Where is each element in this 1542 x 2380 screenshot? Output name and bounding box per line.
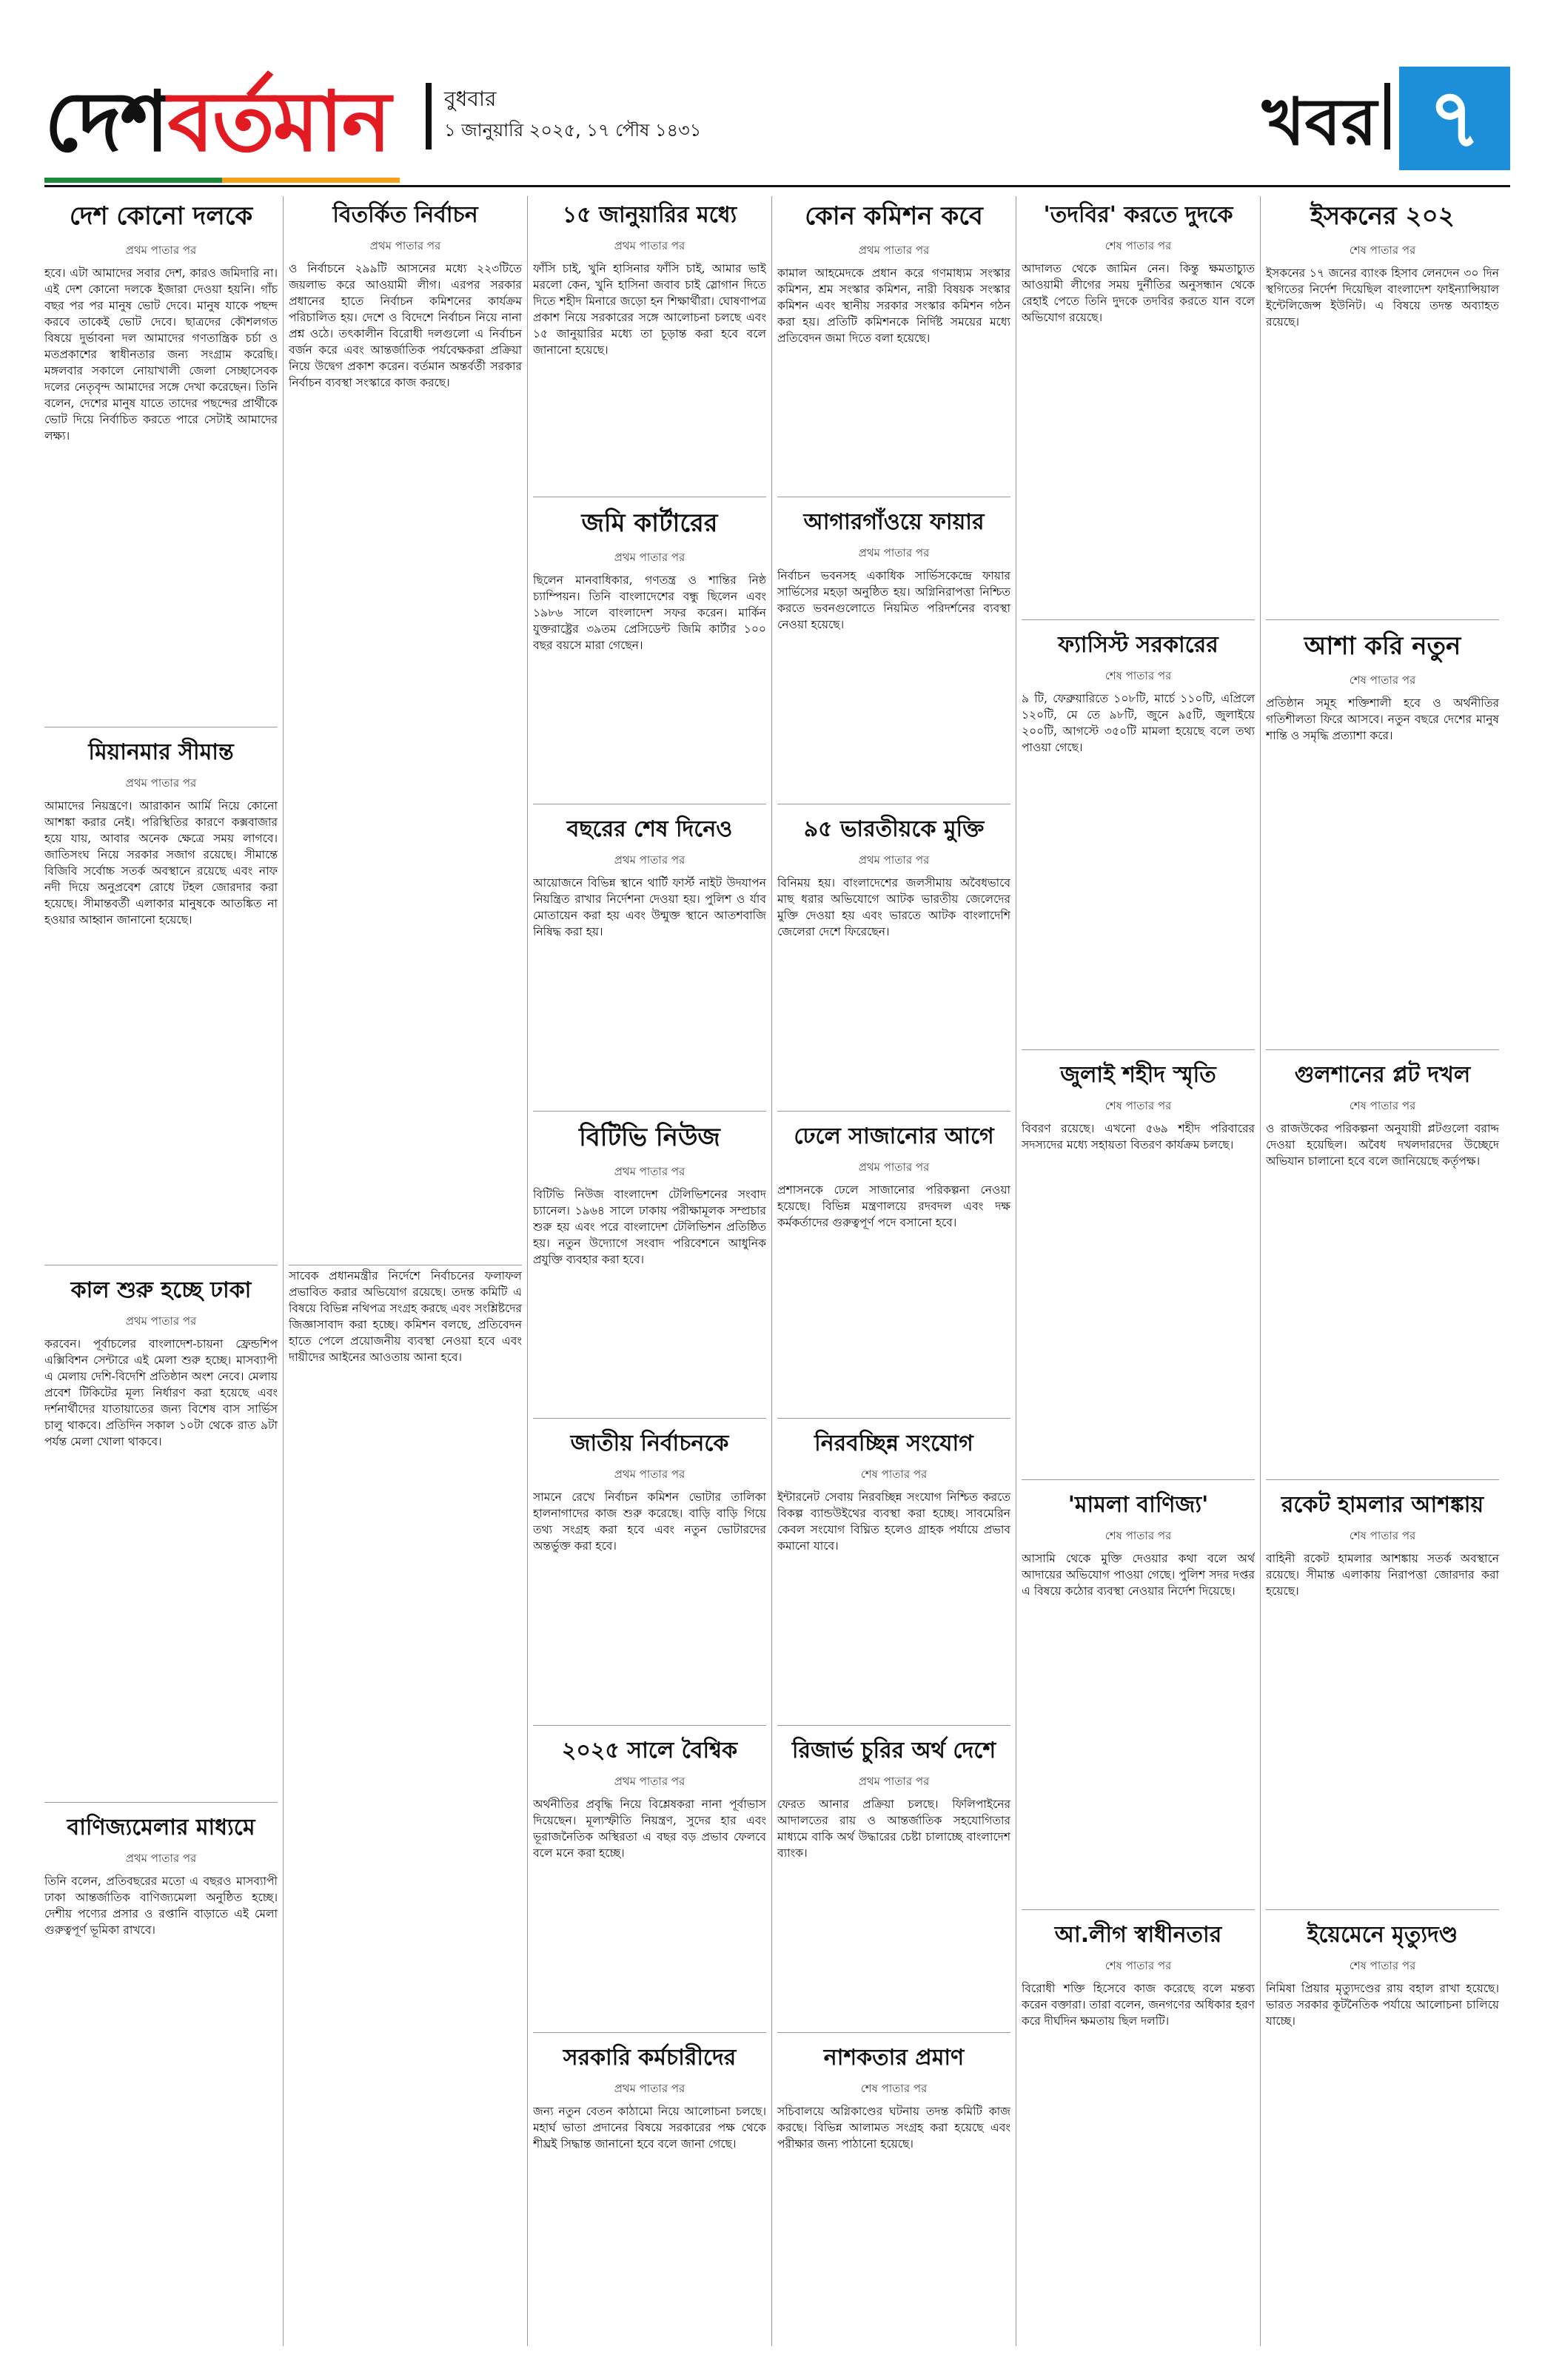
article <box>533 2035 766 2336</box>
article-divider <box>533 2032 766 2033</box>
article-body: ইসকনের ১৭ জনের ব্যাংক হিসাব লেনদেন ৩০ দিন স্থগিতের নির্দেশ দিয়েছিল বাংলাদেশ ফাইন্যান্সিয়াল ইন্টেলিজেন্স ইউনিট। এ বিষয়ে তদন্ত অব্যাহত রয়েছে। <box>1266 266 1499 329</box>
article-continued-label: শেষ পাতার পর <box>860 1468 928 1481</box>
column-divider <box>283 196 284 2346</box>
article-body: ফেরত আনার প্রক্রিয়া চলছে। ফিলিপাইনের আদালতের রায় ও আন্তর্জাতিক সহযোগিতার মাধ্যমে বাকি অর্থ উদ্ধারের চেষ্টা চালাচ্ছে বাংলাদেশ ব্যাংক। <box>777 1798 1010 1860</box>
article-body: বিবরণ রয়েছে। এখনো ৫৬৯ শহীদ পরিবারের সদস্যদের মধ্যে সহায়তা বিতরণ কার্যক্রম চলছে। <box>1022 1122 1255 1152</box>
article <box>289 192 522 1262</box>
article-divider <box>1022 1909 1255 1910</box>
article-continued-label: প্রথম পাতার পর <box>614 853 685 867</box>
article-headline[interactable]: ইয়েমেনে মৃত্যুদণ্ড <box>1307 1922 1458 1948</box>
logo-part1: দেশ <box>44 74 168 170</box>
article <box>1266 1052 1499 1476</box>
article-body: সামনে রেখে নির্বাচন কমিশন ভোটার তালিকা হালনাগাদের কাজ শুরু করেছে। বাড়ি বাড়ি গিয়ে তথ্য সংগ্রহ করা হবে এবং নতুন ভোটারদের অন্তর্ভুক্ত করা হবে। <box>533 1490 766 1553</box>
article-divider <box>44 1802 278 1803</box>
article <box>1266 192 1499 616</box>
article <box>1022 622 1255 1046</box>
masthead-day: বুধবার <box>444 87 497 111</box>
article-body: আসামি থেকে মুক্তি দেওয়ার কথা বলে অর্থ আদায়ের অভিযোগ পাওয়া গেছে। পুলিশ সদর দপ্তর এ বিষয়ে কঠোর ব্যবস্থা নেওয়ার নির্দেশ দিয়েছে। <box>1022 1552 1255 1598</box>
article-divider <box>1266 1909 1499 1910</box>
article-continued-label: শেষ পাতার পর <box>1349 1099 1416 1112</box>
column-4 <box>777 192 1010 2342</box>
article-body: ও রাজউকের পরিকল্পনা অনুযায়ী প্লটগুলো বরাদ্দ দেওয়া হয়েছিল। অবৈধ দখলদারদের উচ্ছেদে অভিযান চালানো হবে বলে জানিয়েছে কর্তৃপক্ষ। <box>1266 1122 1499 1168</box>
article-headline[interactable]: বিটিভি নিউজ <box>579 1123 720 1152</box>
column-3 <box>533 192 766 2342</box>
article-continued-label: প্রথম পাতার পর <box>858 1775 930 1788</box>
article-continued-label: শেষ পাতার পর <box>1104 1099 1172 1112</box>
article <box>1022 1482 1255 1906</box>
column-2 <box>289 192 522 2342</box>
article-body: বিরোধী শক্তি হিসেবে কাজ করেছে বলে মন্তব্য করেন বক্তারা। তারা বলেন, জনগণের অধিকার হরণ করে দীর্ঘদিন ক্ষমতায় ছিল দলটি। <box>1022 1982 1255 2028</box>
article-body: ও নির্বাচনে ২৯৯টি আসনের মধ্যে ২২৩টিতে জয়লাভ করে আওয়ামী লীগ। এরপর সরকার প্রধানের হাতে নির্বাচন কমিশনের কার্যক্রম পরিচালিত হয়। দেশে ও বিদেশে নির্বাচন নিয়ে নানা প্রশ্ন ওঠে। তৎকালীন বিরোধী দলগুলো এ নির্বাচন বর্জন করে এবং আন্তর্জাতিক পর্যবেক্ষকরা প্রক্রিয়া নিয়ে উদ্বেগ প্রকাশ করেন। বর্তমান অন্তর্বর্তী সরকার নির্বাচন ব্যবস্থা সংস্কারে কাজ করছে। <box>289 262 522 389</box>
article-body: সচিবালয়ে অগ্নিকাণ্ডের ঘটনায় তদন্ত কমিটি কাজ করছে। বিভিন্ন আলামত সংগ্রহ করা হয়েছে এবং পরীক্ষার জন্য পাঠানো হয়েছে। <box>777 2105 1010 2151</box>
article-continued-label: শেষ পাতার পর <box>860 2082 928 2095</box>
article-body: বিনিময় হয়। বাংলাদেশের জলসীমায় অবৈধভাবে মাছ ধরার অভিযোগে আটক ভারতীয় জেলেদের মুক্তি দেওয়া হয় এবং ভারতে আটক বাংলাদেশি জেলেরা দেশে ফিরেছেন। <box>777 876 1010 938</box>
article-continued-label: প্রথম পাতার পর <box>858 1160 930 1174</box>
column-6 <box>1266 192 1499 2342</box>
article-headline[interactable]: গুলশানের প্লট দখল <box>1294 1062 1471 1088</box>
article-body: প্রশাসনকে ঢেলে সাজানোর পরিকল্পনা নেওয়া হয়েছে। বিভিন্ন মন্ত্রণালয়ে রদবদল এবং দক্ষ কর্মকর্তাদের গুরুত্বপূর্ণ পদে বসানো হবে। <box>777 1183 1010 1229</box>
article-continued-label: প্রথম পাতার পর <box>369 239 441 252</box>
column-divider <box>771 196 772 2346</box>
masthead <box>44 67 1510 178</box>
article-continued-label: প্রথম পাতার পর <box>614 551 685 564</box>
article <box>44 730 278 1261</box>
article <box>777 807 1010 1108</box>
article-headline[interactable]: বিতর্কিত নির্বাচন <box>332 202 478 228</box>
article-continued-label: শেষ পাতার পর <box>1104 1959 1172 1972</box>
article-divider <box>777 1725 1010 1726</box>
article-continued-label: প্রথম পাতার পর <box>614 1165 685 1178</box>
article <box>1022 1052 1255 1476</box>
article <box>533 807 766 1108</box>
article-headline[interactable]: নাশকতার প্রমাণ <box>823 2045 965 2071</box>
article <box>1266 1912 1499 2336</box>
article-body: নিমিষা প্রিয়ার মৃত্যুদণ্ডের রায় বহাল রাখা হয়েছে। ভারত সরকার কূটনৈতিক পর্যায়ে আলোচনা চালিয়ে যাচ্ছে। <box>1266 1982 1499 2028</box>
section-title: খবর <box>1261 84 1377 160</box>
article <box>1266 1482 1499 1906</box>
article-body: ফাঁসি চাই, খুনি হাসিনার ফাঁসি চাই, আমার ভাই মরলো কেন, খুনি হাসিনা জবাব চাই স্লোগান দিতে দিতে শহীদ মিনারে জড়ো হন শিক্ষার্থীরা। ঘোষণাপত্র প্রকাশ নিয়ে সরকারের সঙ্গে আলোচনা চলছে এবং ১৫ জানুয়ারির মধ্যে তা চূড়ান্ত করা হবে বলে জানানো হয়েছে। <box>533 262 766 357</box>
article-headline[interactable]: ২০২৫ সালে বৈশ্বিক <box>561 1738 738 1764</box>
article-continued-label: শেষ পাতার পর <box>1349 1529 1416 1542</box>
article-continued-label: শেষ পাতার পর <box>1104 1529 1172 1542</box>
article-body: তিনি বলেন, প্রতিবছরের মতো এ বছরও মাসব্যাপী ঢাকা আন্তর্জাতিক বাণিজ্যমেলা অনুষ্ঠিত হচ্ছে। দেশীয় পণ্যের প্রসার ও রপ্তানি বাড়াতে এই মেলা গুরুত্বপূর্ণ ভূমিকা রাখবে। <box>44 1874 278 1937</box>
article <box>533 1728 766 2029</box>
article <box>1022 192 1255 616</box>
article-body: ছিলেন মানবাধিকার, গণতন্ত্র ও শান্তির নিষ্ঠ চ্যাম্পিয়ন। তিনি বাংলাদেশের বন্ধু ছিলেন এবং ১৯৮৬ সালে বাংলাদেশ সফর করেন। মার্কিন যুক্তরাষ্ট্রের ৩৯তম প্রেসিডেন্ট জিমি কার্টার ১০০ বছর বয়সে মারা গেছেন। <box>533 574 766 652</box>
article-body: অর্থনীতির প্রবৃদ্ধি নিয়ে বিশ্লেষকরা নানা পূর্বাভাস দিয়েছেন। মূল্যস্ফীতি নিয়ন্ত্রণ, সুদের হার এবং ভূরাজনৈতিক অস্থিরতা এ বছর বড় প্রভাব ফেলবে বলে মনে করা হচ্ছে। <box>533 1798 766 1860</box>
article-divider <box>1266 1049 1499 1050</box>
article-divider <box>1022 1049 1255 1050</box>
article-body: হবে। এটা আমাদের সবার দেশ, কারও জমিদারি না। এই দেশ কোনো দলকে ইজারা দেওয়া হয়নি। গাঁচ বছর পর পর মানুষ ভোট দেবে। মানুষ যাকে পছন্দ করবে তাকেই ভোট দেবে। ছাত্রদের কৌশলগত বিষয়ে দুর্ভাবনা দল আমাদের গণতান্ত্রিক চর্চা ও মতপ্রকাশের স্বাধীনতার জন্য সংগ্রাম করেছি। মঙ্গলবার সকালে নোয়াখালী জেলা সেচ্ছাসেবক দলের নেতৃবৃন্দ আমাদের সঙ্গে দেখা করেছেন। তিনি বলেন, দেশের মানুষ যাতে তাদের পছন্দের প্রার্থীকে ভোট দিয়ে নির্বাচিত করতে পারে সেটাই আমাদের লক্ষ্য। <box>44 266 278 443</box>
article-body: আমাদের নিয়ন্ত্রণে। আরাকান আর্মি নিয়ে কোনো আশঙ্কা করার নেই। পরিস্থিতির কারণে কক্সবাজার হয়ে যায়, আবার অনেক ক্ষেত্রে সময় লাগবে। জাতিসংঘ নিয়ে সরকার সজাগ রয়েছে। সীমান্তে বিজিবি সর্বোচ্চ সতর্ক অবস্থানে রয়েছে এবং নাফ নদী দিয়ে অনুপ্রবেশ রোধে টহল জোরদার করা হয়েছে। সীমান্তবর্তী এলাকার মানুষকে আতঙ্কিত না হওয়ার আহ্বান জানানো হয়েছে। <box>44 799 278 927</box>
article-body: আয়োজনে বিভিন্ন স্থানে থার্টি ফার্স্ট নাইট উদযাপন নিয়ন্ত্রিত রাখার নির্দেশনা দেওয়া হয়। পুলিশ ও র্যাব মোতায়েন করা হয় এবং উন্মুক্ত স্থানে আতশবাজি নিষিদ্ধ করা হয়। <box>533 876 766 938</box>
article-divider <box>533 1725 766 1726</box>
article-continued-label: প্রথম পাতার পর <box>858 853 930 867</box>
article <box>777 2035 1010 2336</box>
article-continued-label: প্রথম পাতার পর <box>614 1775 685 1788</box>
article-divider <box>1022 1479 1255 1480</box>
masthead-separator <box>426 83 432 149</box>
article-headline[interactable]: রিজার্ভ চুরির অর্থ দেশে <box>791 1738 996 1764</box>
article-continued-label: শেষ পাতার পর <box>1349 243 1416 257</box>
article-continued-label: প্রথম পাতার পর <box>614 1468 685 1481</box>
column-divider <box>1260 196 1261 2346</box>
article-divider <box>533 1111 766 1112</box>
article-divider <box>777 1111 1010 1112</box>
page-number: ৭ <box>1399 67 1510 170</box>
article-divider <box>1266 1479 1499 1480</box>
article-continued-label: প্রথম পাতার পর <box>614 239 685 252</box>
article-headline[interactable]: আ.লীগ স্বাধীনতার <box>1054 1922 1222 1948</box>
article-body: সাবেক প্রধানমন্ত্রীর নির্দেশে নির্বাচনের ফলাফল প্রভাবিত করার অভিযোগ রয়েছে। তদন্ত কমিটি এ বিষয়ে বিভিন্ন নথিপত্র সংগ্রহ করছে এবং সংশ্লিষ্টদের জিজ্ঞাসাবাদ করা হচ্ছে। কমিশন বলছে, প্রতিবেদন হাতে পেলে প্রয়োজনীয় ব্যবস্থা নেওয়া হবে এবং দায়ীদের আইনের আওতায় আনা হবে। <box>289 1268 522 1364</box>
article-headline[interactable]: ঢেলে সাজানোর আগে <box>794 1123 994 1149</box>
logo-underline <box>44 178 400 183</box>
article-continued-label: প্রথম পাতার পর <box>858 243 930 257</box>
article-headline[interactable]: জুলাই শহীদ স্মৃতি <box>1060 1062 1216 1088</box>
article-headline[interactable]: 'তদবির' করতে দুদকে <box>1043 202 1233 228</box>
article <box>533 192 766 494</box>
article-headline[interactable]: বাণিজ্যমেলার মাধ্যমে <box>67 1814 255 1841</box>
article-headline[interactable]: কোন কমিশন কবে <box>805 201 983 231</box>
article-body: করবেন। পূর্বাচলের বাংলাদেশ-চায়না ফ্রেন্ডশিপ এক্সিবিশন সেন্টারে এই মেলা শুরু হচ্ছে। মাসব্যাপী এ মেলায় দেশি-বিদেশি প্রতিষ্ঠান অংশ নেবে। মেলায় প্রবেশ টিকিটের মূল্য নির্ধারণ করা হয়েছে এবং দর্শনার্থীদের যাতায়াতের জন্য বিশেষ বাস সার্ভিস চালু থাকবে। প্রতিদিন সকাল ১০টা থেকে রাত ৯টা পর্যন্ত মেলা খোলা থাকবে। <box>44 1337 278 1448</box>
article-continued-label: প্রথম পাতার পর <box>125 243 197 257</box>
article-divider <box>1022 619 1255 620</box>
article-headline[interactable]: সরকারি কর্মচারীদের <box>563 2045 737 2071</box>
article-body: বিটিভি নিউজ বাংলাদেশ টেলিভিশনের সংবাদ চ্যানেল। ১৯৬৪ সালে ঢাকায় পরীক্ষামূলক সম্প্রচার শুরু হয় এবং পরে বাংলাদেশ টেলিভিশন প্রতিষ্ঠিত হয়। নতুন উদ্যোগে সংবাদ পরিবেশনে আধুনিক প্রযুক্তি ব্যবহার করা হবে। <box>533 1188 766 1266</box>
article <box>777 1114 1010 1415</box>
article-headline[interactable]: দেশ কোনো দলকে <box>69 201 253 231</box>
article-divider <box>777 2032 1010 2033</box>
column-5 <box>1022 192 1255 2342</box>
article-headline[interactable]: 'মামলা বাণিজ্য' <box>1067 1492 1209 1518</box>
article-headline[interactable]: আগারগাঁওয়ে ফায়ার <box>803 509 985 535</box>
article <box>1022 1912 1255 2336</box>
article-body: নির্বাচন ভবনসহ একাধিক সার্ভিসকেন্দ্রে ফায়ার সার্ভিসের মহড়া অনুষ্ঠিত হয়। অগ্নিনিরাপত্তা নিশ্চিত করতে ভবনগুলোতে নিয়মিত পরিদর্শনের ব্যবস্থা নেওয়া হয়েছে। <box>777 569 1010 631</box>
article-headline[interactable]: কাল শুরু হচ্ছে ঢাকা <box>70 1277 252 1303</box>
article-headline[interactable]: ৯৫ ভারতীয়কে মুক্তি <box>803 816 985 842</box>
article-headline[interactable]: জমি কার্টারের <box>581 508 718 538</box>
article <box>777 1421 1010 1722</box>
masthead-date: ১ জানুয়ারি ২০২৫, ১৭ পৌষ ১৪৩১ <box>444 120 702 141</box>
column-1 <box>44 192 278 2342</box>
article <box>777 1728 1010 2029</box>
article-body: কামাল আহমেদকে প্রধান করে গণমাধ্যম সংস্কার কমিশন, শ্রম সংস্কার কমিশন, নারী বিষয়ক সংস্কার কমিশন এবং স্থানীয় সরকার সংস্কার কমিশন গঠন করা হয়। প্রতিটি কমিশনকে নির্দিষ্ট সময়ের মধ্যে প্রতিবেদন জমা দিতে বলা হয়েছে। <box>777 266 1010 345</box>
article-divider <box>533 1418 766 1419</box>
article-continued-label: শেষ পাতার পর <box>1349 1959 1416 1972</box>
article-divider <box>777 1418 1010 1419</box>
article-continued-label: শেষ পাতার পর <box>1349 673 1416 687</box>
article-headline[interactable]: জাতীয় নির্বাচনকে <box>570 1431 729 1456</box>
logo-part2: বর্তমান <box>167 74 390 170</box>
article <box>44 192 278 724</box>
article-continued-label: প্রথম পাতার পর <box>858 546 930 559</box>
article-headline[interactable]: ইসকনের ২০২ <box>1310 201 1455 231</box>
article <box>777 500 1010 801</box>
article-continued-label: শেষ পাতার পর <box>1104 669 1172 682</box>
article-body: আদালত থেকে জামিন নেন। কিন্তু ক্ষমতাচ্যুত আওয়ামী লীগের সময় দুর্নীতির অনুসন্ধান থেকে রেহাই পেতে তিনি দুদকে তদবির করতে যান বলে অভিযোগ রয়েছে। <box>1022 262 1255 324</box>
article-continued-label: প্রথম পাতার পর <box>614 2082 685 2095</box>
article <box>533 500 766 801</box>
article <box>777 192 1010 494</box>
article-headline[interactable]: মিয়ানমার সীমান্ত <box>88 739 234 766</box>
article <box>533 1114 766 1415</box>
article-continued-label: প্রথম পাতার পর <box>125 1851 197 1865</box>
article-headline[interactable]: বছরের শেষ দিনেও <box>566 816 733 842</box>
article-divider <box>1266 619 1499 620</box>
article-headline[interactable]: ১৫ জানুয়ারির মধ্যে <box>562 202 737 228</box>
masthead-rule <box>44 185 1510 187</box>
article-body: প্রতিষ্ঠান সমূহ শক্তিশালী হবে ও অর্থনীতির গতিশীলতা ফিরে আসবে। নতুন বছরে দেশের মানুষ শান্তি ও সমৃদ্ধি প্রত্যাশা করে। <box>1266 696 1499 742</box>
article <box>44 1805 278 2336</box>
article-body: বাহিনী রকেট হামলার আশঙ্কায় সতর্ক অবস্থানে রয়েছে। সীমান্ত এলাকায় নিরাপত্তা জোরদার করা হয়েছে। <box>1266 1552 1499 1598</box>
article-body: জন্য নতুন বেতন কাঠামো নিয়ে আলোচনা চলছে। মহার্ঘ ভাতা প্রদানের বিষয়ে সরকারের পক্ষ থেকে শীঘ্রই সিদ্ধান্ত জানানো হবে বলে জানা গেছে। <box>533 2105 766 2151</box>
article-continued-label: শেষ পাতার পর <box>1104 239 1172 252</box>
section-separator <box>1384 83 1390 149</box>
newspaper-logo <box>44 67 389 178</box>
article <box>1266 622 1499 1046</box>
article-continued-label: প্রথম পাতার পর <box>125 776 197 790</box>
article <box>533 1421 766 1722</box>
article-headline[interactable]: ফ্যাসিস্ট সরকারের <box>1058 632 1218 658</box>
article <box>289 1268 522 2337</box>
article-headline[interactable]: আশা করি নতুন <box>1304 631 1461 661</box>
article-headline[interactable]: নিরবচ্ছিন্ন সংযোগ <box>814 1431 973 1456</box>
article-body: ইন্টারনেট সেবায় নিরবচ্ছিন্ন সংযোগ নিশ্চিত করতে বিকল্প ব্যান্ডউইথের ব্যবস্থা করা হচ্ছে। সাবমেরিন কেবল সংযোগ বিঘ্নিত হলেও গ্রাহক পর্যায়ে প্রভাব কমানো যাবে। <box>777 1490 1010 1553</box>
column-divider <box>527 196 528 2346</box>
article-body: ৯ টি, ফেব্রুয়ারিতে ১০৮টি, মার্চে ১১০টি, এপ্রিলে ১২০টি, মে তে ৯৮টি, জুনে ৯৫টি, জুলাইয়ে ২০০টি, আগস্টে ৩৫০টি মামলা হয়েছে বলে তথ্য পাওয়া গেছে। <box>1022 692 1255 754</box>
article-continued-label: প্রথম পাতার পর <box>125 1314 197 1328</box>
article-headline[interactable]: রকেট হামলার আশঙ্কায় <box>1281 1492 1484 1518</box>
article <box>44 1268 278 1799</box>
